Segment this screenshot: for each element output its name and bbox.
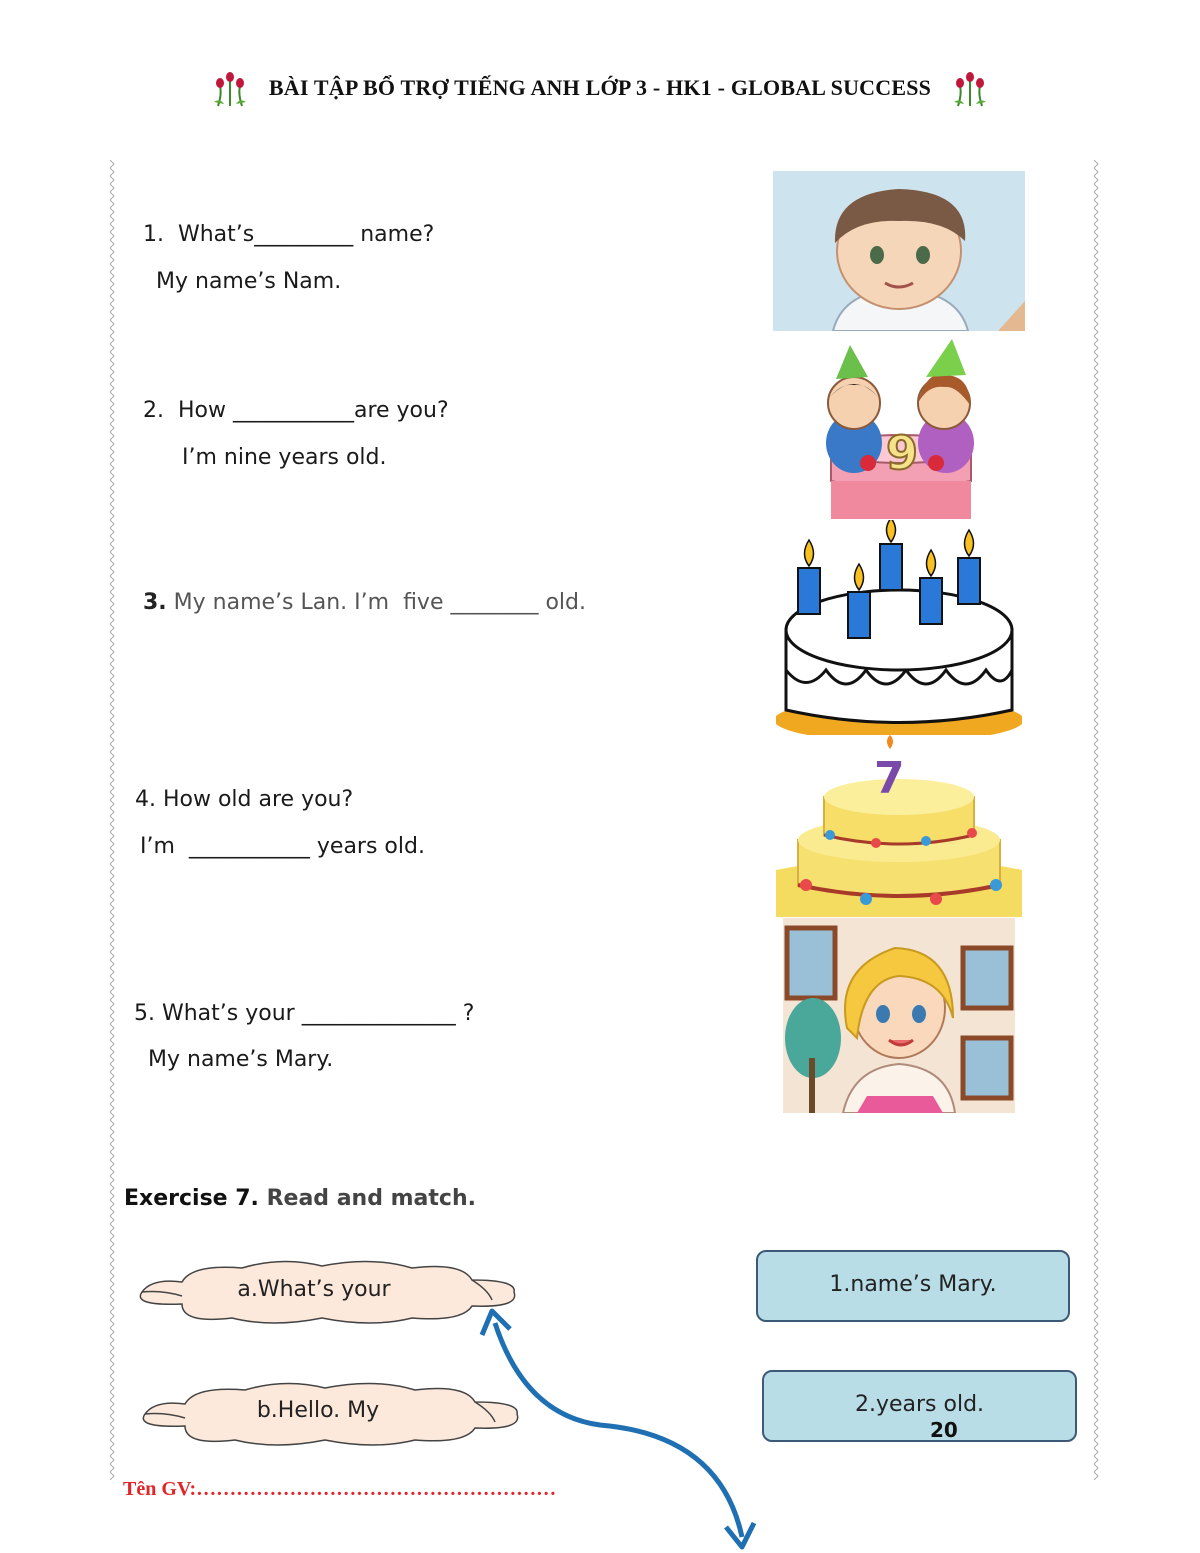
question-5: 5. What’s your ______________ ? [134,1001,475,1026]
teacher-name-field: Tên GV:……………………………………………… [123,1478,557,1500]
question-3-text: My name’s Lan. I’m five ________ old. [166,590,586,615]
question-4-answer: I’m ___________ years old. [140,834,425,859]
match-item-a[interactable]: a.What’s your [237,1277,391,1302]
question-1-answer: My name’s Nam. [156,269,342,294]
question-2: 2. How ___________are you? [143,398,449,423]
right-border-decoration [1092,160,1100,1480]
girl-mary-image [783,918,1015,1113]
question-2-answer: I’m nine years old. [182,445,387,470]
question-4: 4. How old are you? [135,787,354,812]
exercise-7-title [124,1186,476,1211]
question-1: 1. What’s_________ name? [143,222,435,247]
match-arrow [470,1305,770,1550]
match-box-1[interactable]: 1.name’s Mary. [756,1250,1070,1322]
page-number: 20 [930,1418,958,1442]
svg-text:7: 7 [874,753,905,804]
boy-face-image [773,171,1025,331]
page-title: BÀI TẬP BỔ TRỢ TIẾNG ANH LỚP 3 - HK1 - GLOBAL SUCCESS [268,75,932,100]
question-3-number: 3. [143,590,167,615]
tulip-icon [950,68,990,108]
match-box-2[interactable]: 2.years old. [762,1370,1077,1442]
exercise-7-instruction: Read and match. [258,1186,476,1211]
tulip-icon [210,68,250,108]
svg-text:9: 9 [886,426,919,480]
exercise-7-number: Exercise 7. [124,1186,259,1211]
kids-birthday-cake-image [776,331,1022,519]
seven-candle-cake-image [776,735,1022,917]
question-5-answer: My name’s Mary. [148,1047,334,1072]
question-3 [143,590,586,615]
five-candle-cake-image [776,520,1022,735]
page-header [0,68,1200,108]
match-item-b[interactable]: b.Hello. My [256,1398,380,1423]
